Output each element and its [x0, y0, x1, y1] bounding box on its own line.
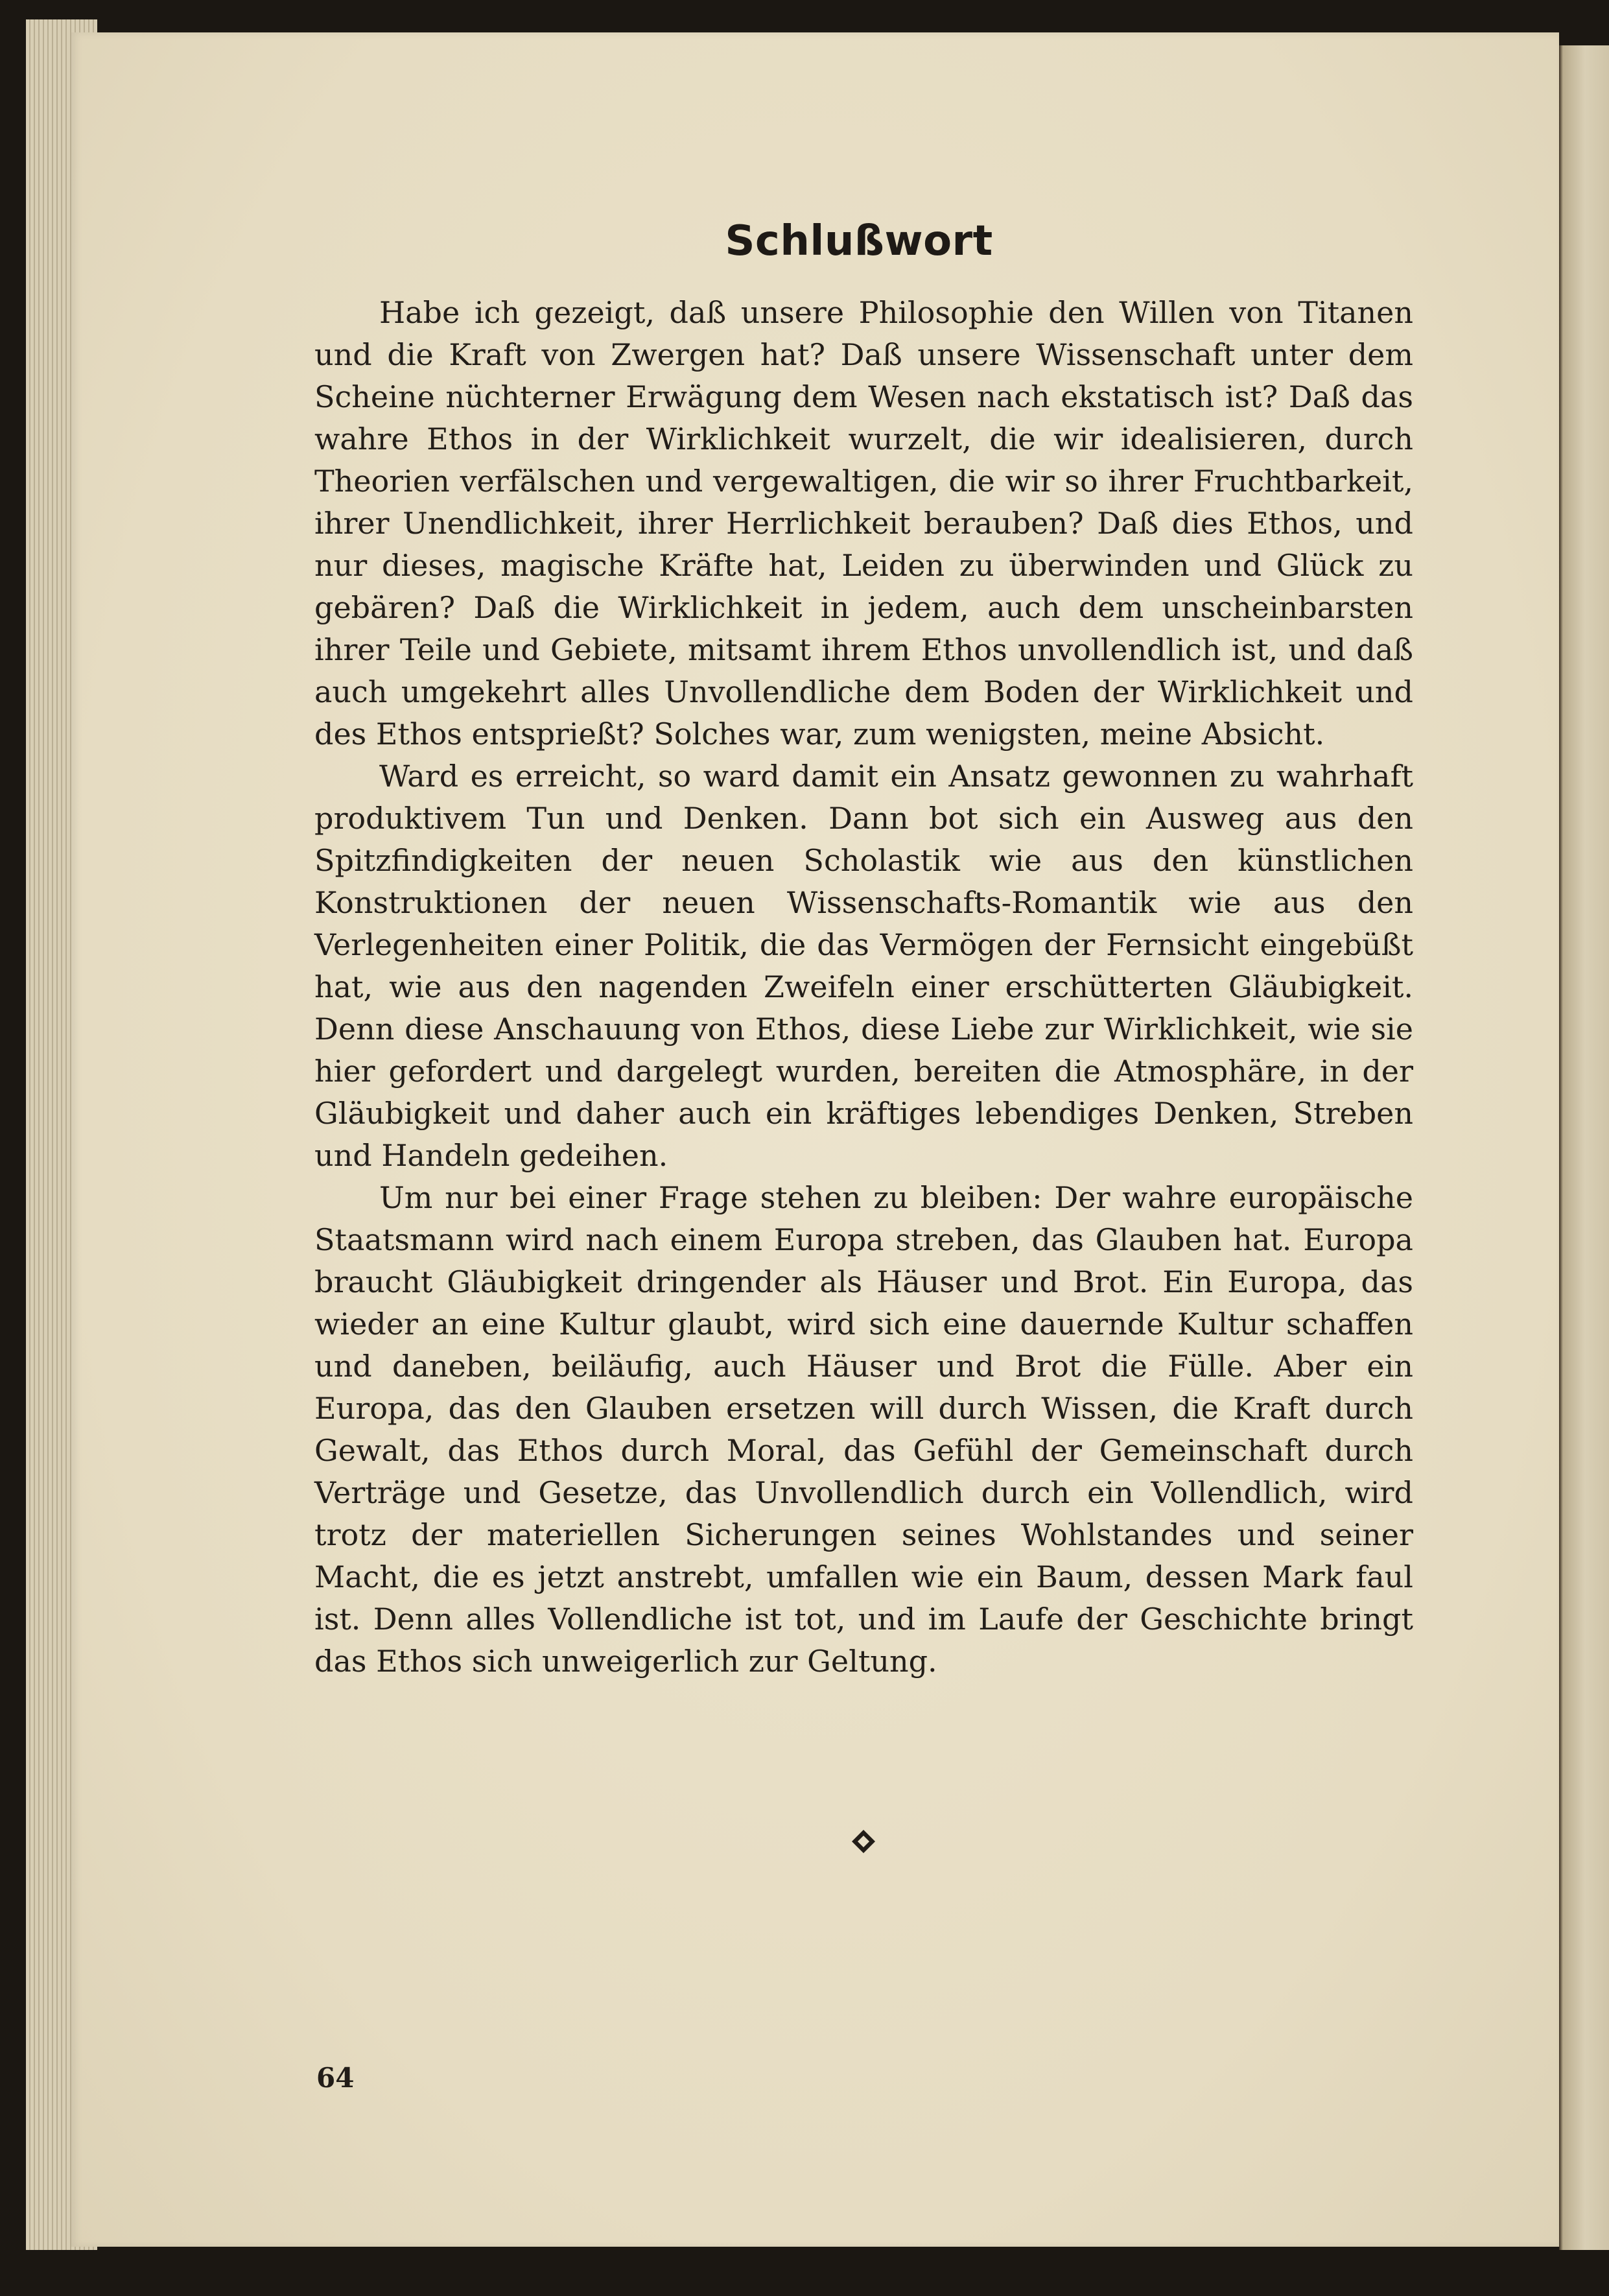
adjacent-page-edge — [1559, 45, 1609, 2250]
paragraph-3: Um nur bei einer Frage stehen zu bleiben: Der wahre europäische Staatsmann wird nach einem Europa streben, das Glauben hat. Europa braucht Gläubigkeit dringender als Häuser und Brot. Ein Europa, das wieder an eine Kultur glaubt, wird sich eine dauernde Kultur schaffen und daneben, beiläufig, auch Häuser und Brot die Fülle. Aber ein Europa, das den Glauben ersetzen will durch Wissen, die Kraft durch Gewalt, das Ethos durch Moral, das Gefühl der Gemeinschaft durch Verträge und Gesetze, das Unvollendlich durch ein Vollendlich, wird trotz der materiellen Sicherungen seines Wohlstandes und seiner Macht, die es jetzt anstrebt, umfallen wie ein Baum, dessen Mark faul ist. Denn alles Vollendliche ist tot, und im Laufe der Geschichte bringt das Ethos sich unweigerlich zur Geltung. — [314, 1180, 1413, 1679]
page-number: 64 — [316, 2062, 355, 2094]
paragraph-1: Habe ich gezeigt, daß unsere Philosophie den Willen von Titanen und die Kraft von Zwergen hat? Daß unsere Wissenschaft unter dem Scheine nüchterner Erwägung dem Wesen nach ekstatisch ist? Daß das wahre Ethos in der Wirklichkeit wurzelt, die wir idealisieren, durch Theorien verfälschen und vergewaltigen, die wir so ihrer Fruchtbarkeit, ihrer Unendlichkeit, ihrer Herrlichkeit berauben? Daß dies Ethos, und nur dieses, magische Kräfte hat, Leiden zu überwinden und Glück zu gebären? Daß die Wirklichkeit in jedem, auch dem unscheinbarsten ihrer Teile und Gebiete, mitsamt ihrem Ethos unvollendlich ist, und daß auch umgekehrt alles Unvollendliche dem Boden der Wirklichkeit und des Ethos entsprießt? Solches war, zum wenigsten, meine Absicht. — [314, 295, 1413, 752]
diamond-ornament-icon — [851, 1829, 876, 1854]
paragraph-2: Ward es erreicht, so ward damit ein Ansatz gewonnen zu wahrhaft produktivem Tun und Denken. Dann bot sich ein Ausweg aus den Spitzfindigkeiten der neuen Scholastik wie aus den künstlichen Konstruktionen der neuen Wissenschafts-Romantik wie aus den Verlegenheiten einer Politik, die das Vermögen der Fernsicht eingebüßt hat, wie aus den nagenden Zweifeln einer erschütterten Gläubigkeit. Denn diese Anschauung von Ethos, diese Liebe zur Wirklichkeit, wie sie hier gefordert und dargelegt wurden, bereiten die Atmosphäre, in der Gläubigkeit und daher auch ein kräftiges lebendiges Denken, Streben und Handeln gedeihen. — [314, 759, 1413, 1173]
body-text — [314, 292, 1413, 1683]
chapter-title: Schlußwort — [725, 217, 993, 265]
